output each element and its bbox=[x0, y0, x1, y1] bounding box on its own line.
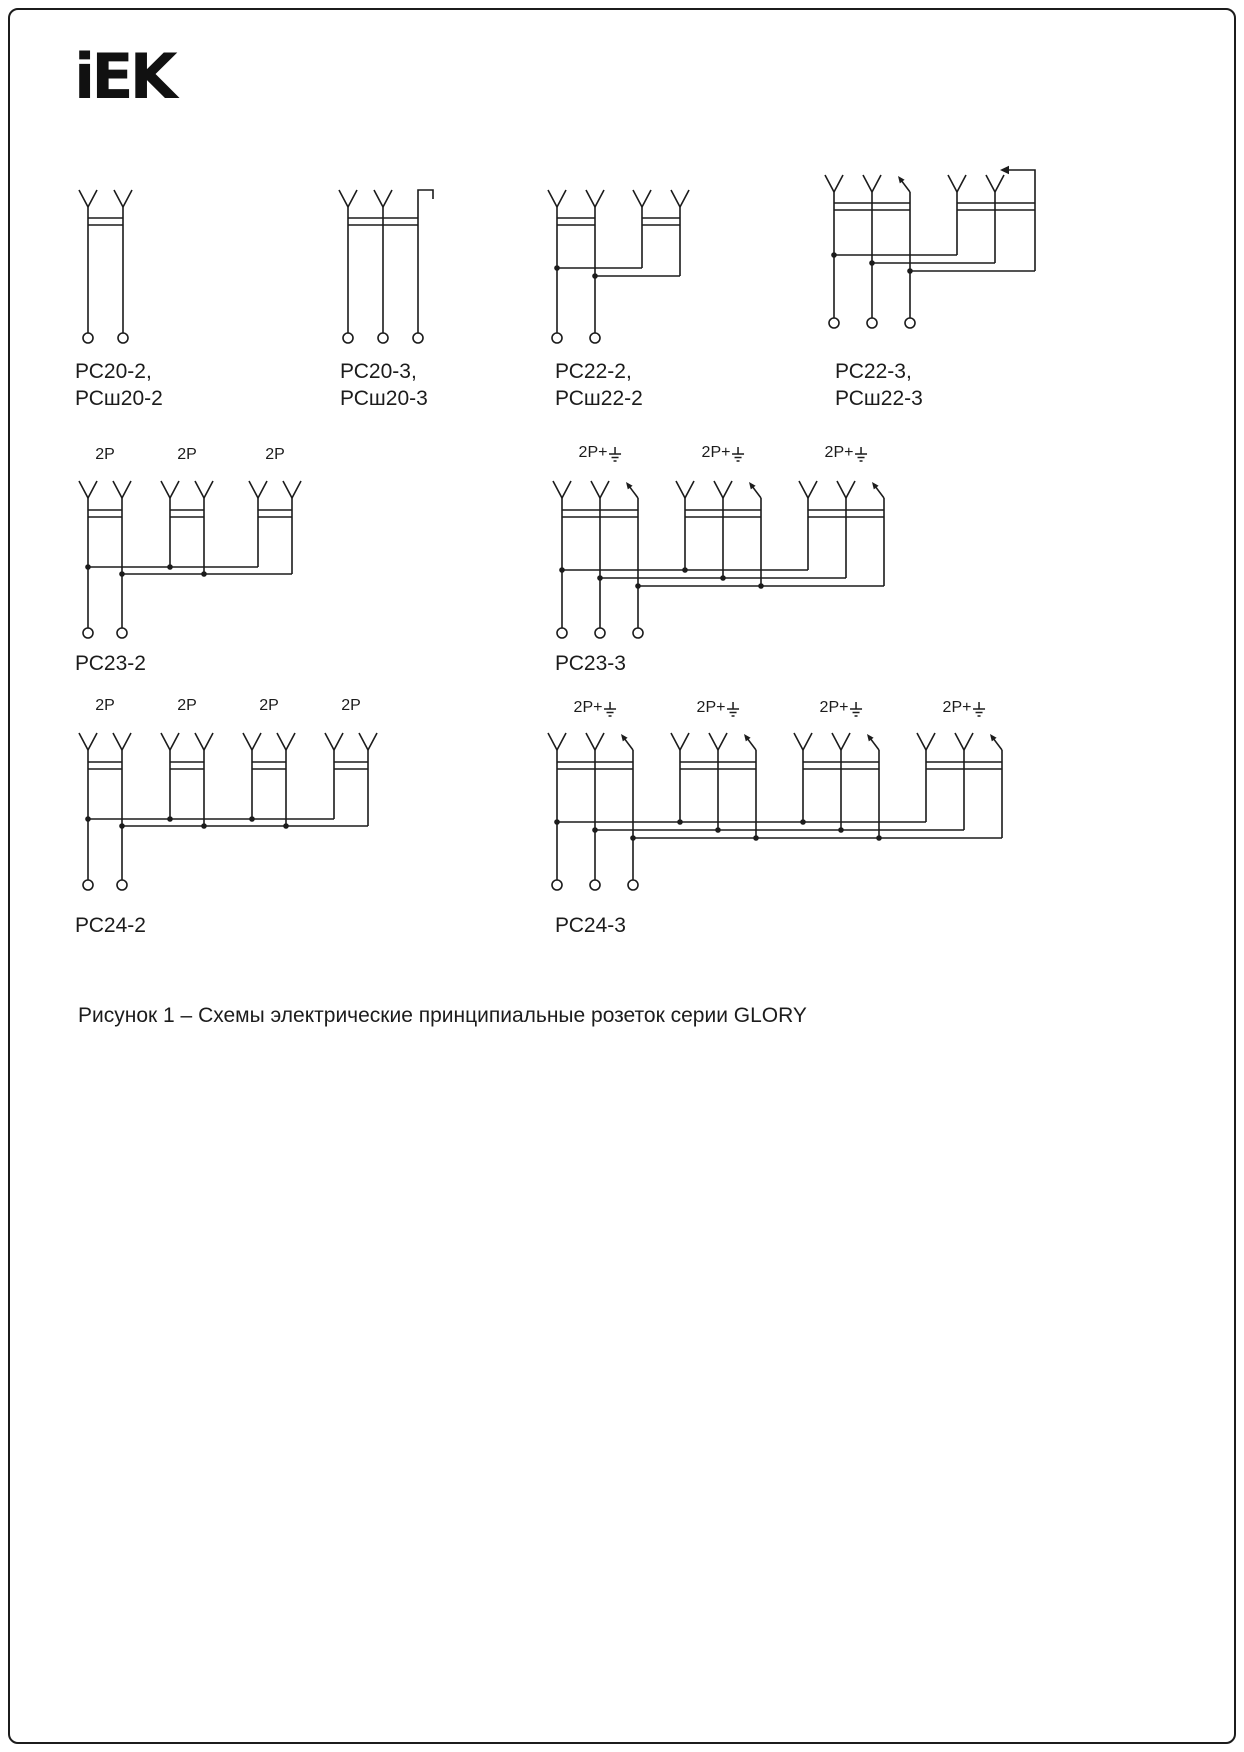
pole-label-text: 2Р+ bbox=[819, 699, 849, 716]
label-line: РС20-2, bbox=[75, 360, 152, 383]
schematic-rs23-3 bbox=[545, 470, 905, 655]
pole-label-text: 2Р+ bbox=[701, 444, 731, 461]
label-line: РСш20-2 bbox=[75, 387, 163, 410]
pole-label-text: 2Р bbox=[259, 697, 279, 714]
label-line: РС24-2 bbox=[75, 914, 146, 937]
earth-ground-icon bbox=[726, 702, 739, 718]
diagram-label-rs20-3 bbox=[340, 358, 428, 412]
terminal-icon bbox=[595, 628, 605, 638]
pole-label-2p bbox=[95, 697, 115, 715]
schematic-rs22-3 bbox=[820, 158, 1055, 343]
label-line: РС22-3, bbox=[835, 360, 912, 383]
schematic-rs22-2 bbox=[545, 175, 695, 360]
pole-label-text: 2Р+ bbox=[573, 699, 603, 716]
pole-label-text: 2Р bbox=[177, 697, 197, 714]
socket-contact-icon bbox=[374, 190, 392, 207]
socket-contact-icon bbox=[79, 190, 97, 207]
pole-label-2p-earth bbox=[574, 699, 617, 718]
pole-label-2p bbox=[265, 446, 285, 464]
diagram-label-rs23-2 bbox=[75, 650, 146, 677]
pole-label-2p bbox=[95, 446, 115, 464]
terminal-icon bbox=[590, 333, 600, 343]
terminal-icon bbox=[552, 880, 562, 890]
schematic-rs23-2 bbox=[70, 470, 320, 650]
diagram-label-rs23-3 bbox=[555, 650, 626, 677]
terminal-icon bbox=[83, 628, 93, 638]
pole-label-text: 2Р bbox=[95, 697, 115, 714]
earth-ground-icon bbox=[972, 702, 985, 718]
earth-ground-icon bbox=[849, 702, 862, 718]
pole-label-2p-earth bbox=[697, 699, 740, 718]
earth-ground-icon bbox=[854, 447, 867, 463]
pole-label-2p-earth bbox=[702, 444, 745, 463]
label-line: РС20-3, bbox=[340, 360, 417, 383]
figure-caption: Рисунок 1 – Схемы электрические принципиальные розеток серии GLORY bbox=[78, 1004, 807, 1027]
earth-ground-icon bbox=[603, 702, 616, 718]
label-line: РС23-3 bbox=[555, 652, 626, 675]
earth-contact-icon bbox=[872, 482, 884, 498]
iek-logo: iEK bbox=[74, 40, 174, 113]
label-line: РС23-2 bbox=[75, 652, 146, 675]
pole-label-text: 2Р+ bbox=[942, 699, 972, 716]
pole-label-text: 2Р bbox=[177, 446, 197, 463]
pole-label-2p-earth bbox=[943, 699, 986, 718]
label-line: РСш22-2 bbox=[555, 387, 643, 410]
pole-label-text: 2Р bbox=[265, 446, 285, 463]
label-line: РС24-3 bbox=[555, 914, 626, 937]
terminal-icon bbox=[628, 880, 638, 890]
diagram-label-rs24-3 bbox=[555, 912, 626, 939]
label-line: РСш22-3 bbox=[835, 387, 923, 410]
earth-ground-icon bbox=[731, 447, 744, 463]
schematic-rs24-3 bbox=[540, 722, 1020, 907]
terminal-icon bbox=[343, 333, 353, 343]
earth-contact-icon bbox=[621, 734, 633, 750]
pole-label-2p bbox=[341, 697, 361, 715]
schematic-rs20-3 bbox=[338, 175, 443, 360]
terminal-icon bbox=[633, 628, 643, 638]
terminal-icon bbox=[905, 318, 915, 328]
earth-contact-icon bbox=[626, 482, 638, 498]
terminal-icon bbox=[378, 333, 388, 343]
terminal-icon bbox=[552, 333, 562, 343]
earth-contact-icon bbox=[898, 176, 910, 192]
terminal-icon bbox=[83, 333, 93, 343]
label-line: РС22-2, bbox=[555, 360, 632, 383]
label-line: РСш20-3 bbox=[340, 387, 428, 410]
diagram-label-rs20-2 bbox=[75, 358, 163, 412]
earth-contact-icon bbox=[744, 734, 756, 750]
socket-contact-icon bbox=[114, 190, 132, 207]
pole-label-2p bbox=[177, 446, 197, 464]
pole-label-text: 2Р+ bbox=[696, 699, 726, 716]
terminal-icon bbox=[413, 333, 423, 343]
earth-contact-icon bbox=[749, 482, 761, 498]
terminal-icon bbox=[83, 880, 93, 890]
terminal-icon bbox=[590, 880, 600, 890]
earth-contact-icon bbox=[990, 734, 1002, 750]
pole-label-2p bbox=[259, 697, 279, 715]
terminal-icon bbox=[829, 318, 839, 328]
socket-contact-icon bbox=[339, 190, 357, 207]
terminal-icon bbox=[117, 880, 127, 890]
terminal-icon bbox=[557, 628, 567, 638]
pole-label-2p bbox=[177, 697, 197, 715]
terminal-icon bbox=[867, 318, 877, 328]
pole-label-2p-earth bbox=[579, 444, 622, 463]
pole-label-2p-earth bbox=[825, 444, 868, 463]
terminal-icon bbox=[117, 628, 127, 638]
diagram-label-rs22-3 bbox=[835, 358, 923, 412]
schematic-rs20-2 bbox=[70, 175, 150, 360]
terminal-icon bbox=[118, 333, 128, 343]
schematic-rs24-2 bbox=[70, 722, 380, 902]
pole-label-text: 2Р bbox=[341, 697, 361, 714]
diagram-label-rs24-2 bbox=[75, 912, 146, 939]
earth-contact-icon bbox=[867, 734, 879, 750]
pole-label-text: 2Р+ bbox=[578, 444, 608, 461]
earth-ground-icon bbox=[608, 447, 621, 463]
pole-label-2p-earth bbox=[820, 699, 863, 718]
diagram-label-rs22-2 bbox=[555, 358, 643, 412]
pole-label-text: 2Р bbox=[95, 446, 115, 463]
pole-label-text: 2Р+ bbox=[824, 444, 854, 461]
